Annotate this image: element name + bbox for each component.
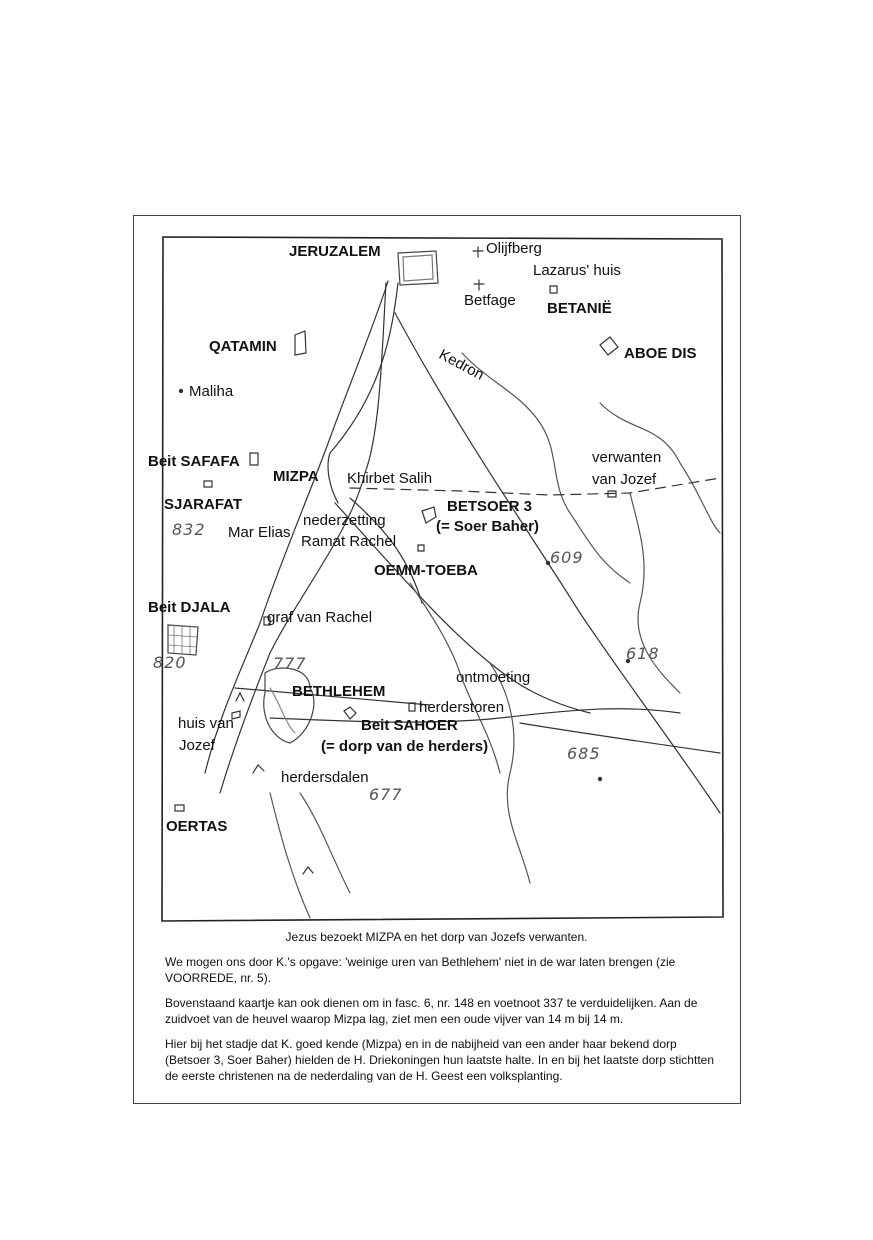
label-graf-van-rachel: graf van Rachel: [267, 609, 373, 626]
label-lazarus-huis: Lazarus' huis: [533, 262, 621, 279]
label-verwanten: verwanten: [592, 449, 662, 466]
label-oertas: OERTAS: [166, 818, 228, 835]
paragraph-3: Hier bij het stadje dat K. goed kende (Mizpa) en in de nabijheid van een ander haar bekend dorp (Betsoer 3, Soer Baher) hielden de H. Driekoningen hun laatste halte. In en bij het laatste dorp stichtten de eerste christenen na de nederdaling van de H. Geest een volksplanting.: [165, 1037, 714, 1083]
label-ramat-rachel: Ramat Rachel: [301, 533, 397, 550]
label-mizpa: MIZPA: [273, 468, 319, 485]
label-betfage: Betfage: [464, 292, 516, 309]
label-oemm-toeba: OEMM-TOEBA: [374, 562, 478, 579]
label-sjarafat: SJARAFAT: [164, 496, 243, 513]
label-beit-safafa: Beit SAFAFA: [148, 453, 240, 470]
label-van-jozef: van Jozef: [592, 471, 657, 488]
label-betsoer: BETSOER 3: [447, 498, 533, 515]
label-beit-djala: Beit DJALA: [148, 599, 231, 616]
label-aboe-dis: ABOE DIS: [624, 345, 697, 362]
label-nederzetting: nederzetting: [303, 512, 386, 529]
label-qatamin: QATAMIN: [209, 338, 277, 355]
label-ontmoeting: ontmoeting: [456, 669, 531, 686]
label-herdersdalen: herdersdalen: [281, 769, 369, 786]
label-soer-baher: (= Soer Baher): [436, 518, 539, 535]
label-beit-sahoer: Beit SAHOER: [361, 717, 458, 734]
label-jeruzalem: JERUZALEM: [289, 243, 381, 260]
label-mar-elias: Mar Elias: [228, 524, 291, 541]
label-jozef: Jozef: [179, 737, 215, 754]
label-olijfberg: Olijfberg: [486, 240, 542, 257]
label-elevation-832: 832: [172, 520, 206, 539]
label-bethlehem: BETHLEHEM: [292, 683, 386, 700]
label-elevation-609: 609: [550, 548, 584, 567]
label-dorp-van-de-herders: (= dorp van de herders): [321, 738, 489, 755]
label-elevation-820: 820: [153, 653, 187, 672]
label-elevation-677: 677: [369, 785, 403, 804]
sketch-map: [148, 233, 725, 923]
label-maliha: Maliha: [189, 383, 234, 400]
label-elevation-777: 777: [273, 654, 307, 673]
paragraph-2: Bovenstaand kaartje kan ook dienen om in fasc. 6, nr. 148 en voetnoot 337 te verduidelijken. Aan de zuidvoet van de heuvel waarop Mizpa lag, ziet men een oude vijver van 14 m bij 14 m.: [165, 996, 698, 1026]
label-betanie: BETANIË: [547, 300, 612, 317]
label-khirbet-salih: Khirbet Salih: [347, 470, 433, 487]
map-caption: Jezus bezoekt MIZPA en het dorp van Jozefs verwanten.: [285, 930, 588, 944]
label-elevation-618: 618: [626, 644, 660, 663]
label-kedron: Kedron: [436, 346, 487, 384]
label-elevation-685: 685: [567, 744, 601, 763]
paragraph-1: We mogen ons door K.'s opgave: 'weinige uren van Bethlehem' niet in de war laten brengen (zie VOORREDE, nr. 5).: [165, 955, 676, 985]
label-huis-van: huis van: [178, 715, 234, 732]
label-herderstoren: herderstoren: [419, 699, 505, 716]
